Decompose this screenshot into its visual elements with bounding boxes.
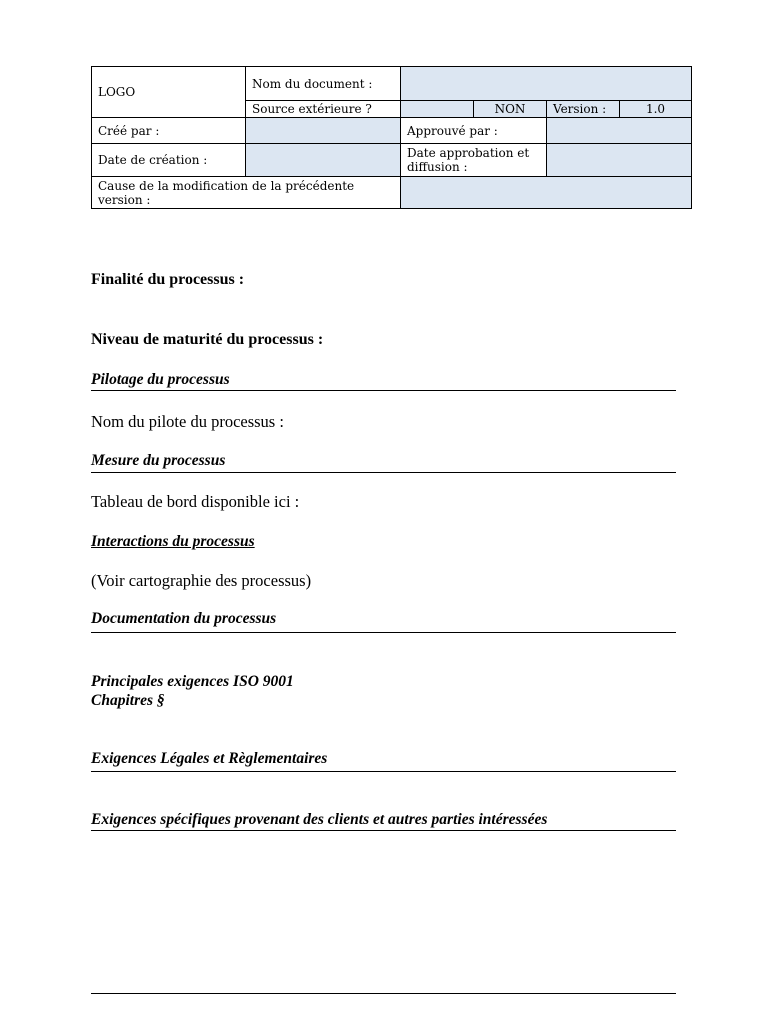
finalite-heading: Finalité du processus : (91, 271, 245, 288)
iso-requirements-heading: Principales exigences ISO 9001 (91, 673, 294, 690)
logo-placeholder: LOGO (92, 67, 246, 118)
documentation-heading: Documentation du processus (91, 610, 277, 627)
pilotage-heading: Pilotage du processus (91, 371, 230, 388)
tableau-bord-label: Tableau de bord disponible ici : (91, 492, 300, 511)
approval-date-field[interactable] (547, 144, 692, 177)
version-label: Version : (547, 101, 620, 118)
change-cause-label: Cause de la modification de la précédente version : (92, 177, 401, 209)
pilotage-divider (91, 390, 676, 391)
source-label: Source extérieure ? (246, 101, 401, 118)
doc-name-label: Nom du document : (246, 67, 401, 101)
approval-date-label: Date approbation et diffusion : (401, 144, 547, 177)
documentation-divider (91, 632, 676, 633)
footer-divider (91, 993, 676, 994)
maturite-heading: Niveau de maturité du processus : (91, 331, 324, 348)
legales-heading: Exigences Légales et Règlementaires (91, 750, 328, 767)
approved-by-field[interactable] (547, 118, 692, 144)
document-header-table (91, 66, 692, 209)
mesure-divider (91, 472, 676, 473)
creation-date-field[interactable] (246, 144, 401, 177)
creation-date-label: Date de création : (92, 144, 246, 177)
specifiques-divider (91, 830, 676, 831)
doc-name-field[interactable] (401, 67, 692, 101)
change-cause-field[interactable] (401, 177, 692, 209)
approved-by-label: Approuvé par : (401, 118, 547, 144)
created-by-label: Créé par : (92, 118, 246, 144)
created-by-field[interactable] (246, 118, 401, 144)
source-value[interactable]: NON (474, 101, 547, 118)
iso-chapters-heading: Chapitres § (91, 692, 165, 709)
interactions-heading: Interactions du processus (91, 533, 255, 550)
mesure-heading: Mesure du processus (91, 452, 226, 469)
pilote-name-label: Nom du pilote du processus : (91, 412, 284, 431)
specifiques-heading: Exigences spécifiques provenant des clients et autres parties intéressées (91, 811, 548, 828)
legales-divider (91, 771, 676, 772)
source-field[interactable] (401, 101, 474, 118)
cartographie-note: (Voir cartographie des processus) (91, 571, 312, 590)
version-value[interactable]: 1.0 (620, 101, 692, 118)
